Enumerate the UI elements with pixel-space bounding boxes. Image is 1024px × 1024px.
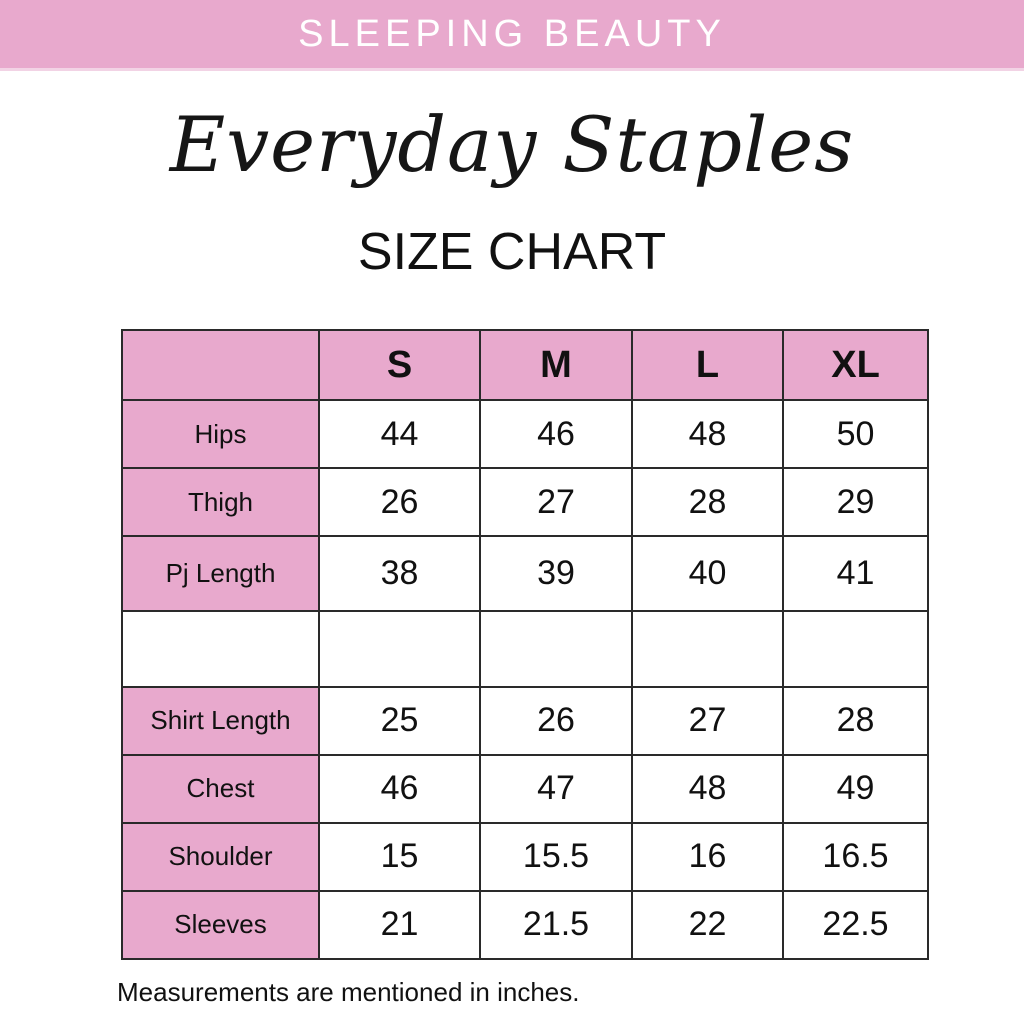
measurement-cell: 15 bbox=[319, 823, 480, 891]
table-row bbox=[122, 468, 928, 536]
measurement-cell: 27 bbox=[480, 468, 632, 536]
measurement-cell: 48 bbox=[632, 755, 783, 823]
empty-cell bbox=[319, 611, 480, 686]
measurement-cell: 39 bbox=[480, 536, 632, 611]
empty-cell bbox=[632, 611, 783, 686]
size-header-row bbox=[122, 330, 928, 400]
measurement-cell: 38 bbox=[319, 536, 480, 611]
measurement-cell: 44 bbox=[319, 400, 480, 468]
collection-title: Everyday Staples bbox=[169, 100, 855, 189]
row-label: Pj Length bbox=[122, 536, 319, 611]
measurement-cell: 26 bbox=[480, 687, 632, 755]
measurement-cell: 21 bbox=[319, 891, 480, 959]
measurement-cell: 47 bbox=[480, 755, 632, 823]
measurement-cell: 29 bbox=[783, 468, 928, 536]
measurement-cell: 28 bbox=[783, 687, 928, 755]
measurement-cell: 46 bbox=[480, 400, 632, 468]
brand-name: SLEEPING BEAUTY bbox=[298, 12, 726, 55]
measurement-cell: 46 bbox=[319, 755, 480, 823]
brand-banner bbox=[0, 0, 1024, 71]
size-header-l: L bbox=[632, 330, 783, 400]
spacer-row bbox=[122, 611, 928, 686]
measurement-cell: 16 bbox=[632, 823, 783, 891]
table-row bbox=[122, 400, 928, 468]
measurement-cell: 22 bbox=[632, 891, 783, 959]
size-header-xl: XL bbox=[783, 330, 928, 400]
row-label: Thigh bbox=[122, 468, 319, 536]
measurement-cell: 16.5 bbox=[783, 823, 928, 891]
measurement-cell: 21.5 bbox=[480, 891, 632, 959]
row-label: Hips bbox=[122, 400, 319, 468]
measurement-cell: 15.5 bbox=[480, 823, 632, 891]
measurement-cell: 26 bbox=[319, 468, 480, 536]
table-row bbox=[122, 823, 928, 891]
row-label: Shirt Length bbox=[122, 687, 319, 755]
empty-cell bbox=[783, 611, 928, 686]
table-row bbox=[122, 891, 928, 959]
measurement-cell: 27 bbox=[632, 687, 783, 755]
row-label: Sleeves bbox=[122, 891, 319, 959]
size-header-s: S bbox=[319, 330, 480, 400]
measurement-cell: 41 bbox=[783, 536, 928, 611]
empty-cell bbox=[480, 611, 632, 686]
size-header-m: M bbox=[480, 330, 632, 400]
measurement-cell: 49 bbox=[783, 755, 928, 823]
measurement-cell: 28 bbox=[632, 468, 783, 536]
measurement-cell: 25 bbox=[319, 687, 480, 755]
header-corner-cell bbox=[122, 330, 319, 400]
units-note: Measurements are mentioned in inches. bbox=[117, 977, 580, 1007]
size-chart-heading: SIZE CHART bbox=[357, 223, 667, 281]
measurement-cell: 50 bbox=[783, 400, 928, 468]
row-label: Shoulder bbox=[122, 823, 319, 891]
size-chart-table bbox=[121, 329, 929, 960]
measurement-cell: 22.5 bbox=[783, 891, 928, 959]
table-row bbox=[122, 536, 928, 611]
measurement-cell: 48 bbox=[632, 400, 783, 468]
measurement-cell: 40 bbox=[632, 536, 783, 611]
table-row bbox=[122, 687, 928, 755]
row-label: Chest bbox=[122, 755, 319, 823]
table-row bbox=[122, 755, 928, 823]
empty-cell bbox=[122, 611, 319, 686]
